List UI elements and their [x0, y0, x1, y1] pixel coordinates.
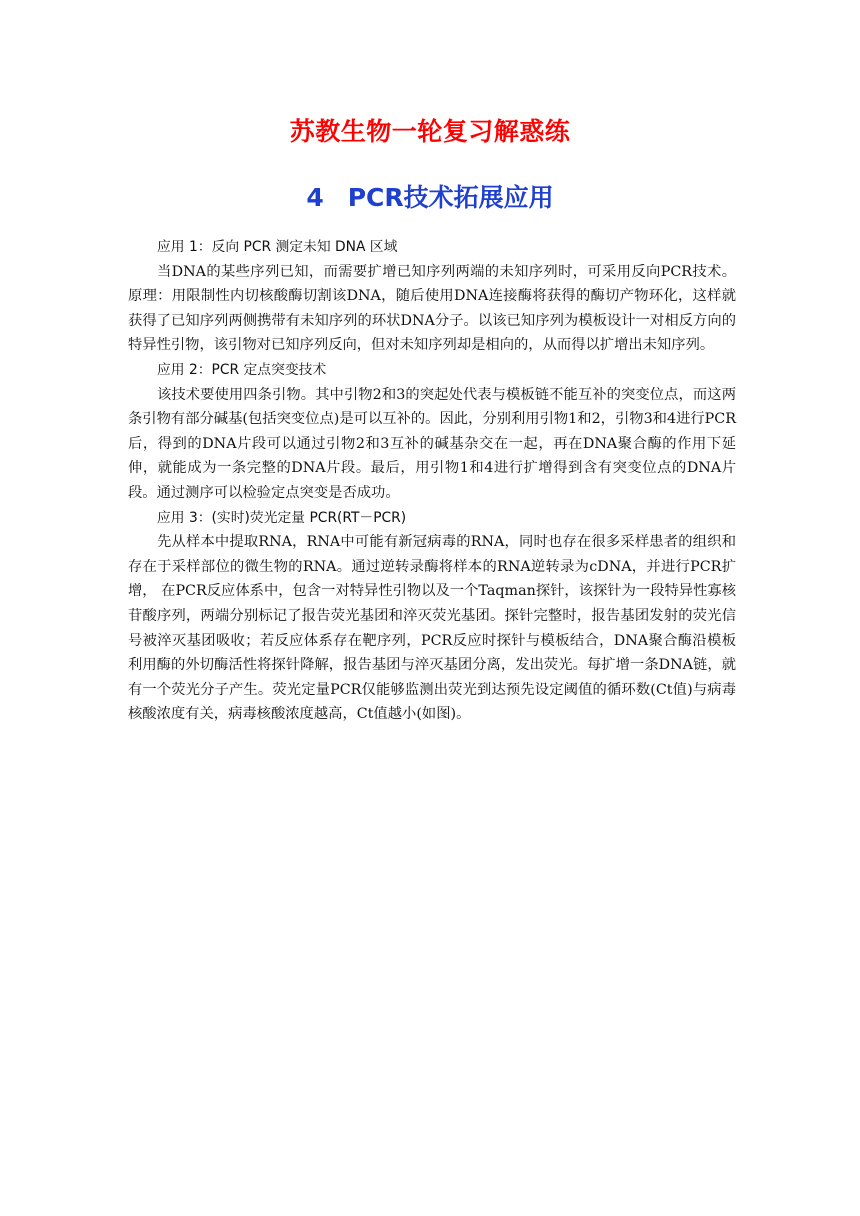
application-2-heading: 应用 2：PCR 定点突变技术	[157, 361, 327, 378]
application-1-paragraph: 当DNA的某些序列已知，而需要扩增已知序列两端的未知序列时，可采用反向PCR技术。原理：用限制性内切核酸酶切割该DNA，随后使用DNA连接酶将获得的酶切产物环化，这样就获得了已知序列两侧携带有未知序列的环状DNA分子。以该已知序列为模板设计一对相反方向的特异性引物，该引物对已知序列反向，但对未知序列却是相向的，从而得以扩增出未知序列。	[128, 263, 736, 354]
application-3-paragraph: 先从样本中提取RNA，RNA中可能有新冠病毒的RNA，同时也存在很多采样患者的组织和存在于采样部位的微生物的RNA。通过逆转录酶将样本的RNA逆转录为cDNA，并进行PCR扩增， 在PCR反应体系中，包含一对特异性引物以及一个Taqman探针，该探针为一段特异性寡核苷酸序列，两端分别标记了报告荧光基团和淬灭荧光基团。探针完整时，报告基团发射的荧光信号被淬灭基团吸收；若反应体系存在靶序列，PCR反应时探针与模板结合，DNA聚合酶沿模板利用酶的外切酶活性将探针降解，报告基团与淬灭基团分离，发出荧光。每扩增一条DNA链，就有一个荧光分子产生。荧光定量PCR仅能够监测出荧光到达预先设定阈值的循环数(Ct值)与病毒核酸浓度有关，病毒核酸浓度越高，Ct值越小(如图)。	[128, 534, 736, 723]
application-3-heading: 应用 3：(实时)荧光定量 PCR(RT－PCR)	[157, 509, 407, 526]
section-title	[0, 178, 860, 214]
section-title-text: PCR技术拓展应用	[347, 183, 554, 212]
application-2-paragraph: 该技术要使用四条引物。其中引物2和3的突起处代表与模板链不能互补的突变位点，而这两条引物有部分碱基(包括突变位点)是可以互补的。因此，分别利用引物1和2，引物3和4进行PCR后，得到的DNA片段可以通过引物2和3互补的碱基杂交在一起，再在DNA聚合酶的作用下延伸，就能成为一条完整的DNA片段。最后，用引物1和4进行扩增得到含有突变位点的DNA片段。通过测序可以检验定点突变是否成功。	[128, 386, 736, 501]
application-1-heading: 应用 1：反向 PCR 测定未知 DNA 区域	[157, 239, 398, 255]
document-body	[128, 235, 736, 727]
document-title: 苏教生物一轮复习解惑练	[289, 117, 571, 146]
section-number: 4	[306, 183, 324, 212]
